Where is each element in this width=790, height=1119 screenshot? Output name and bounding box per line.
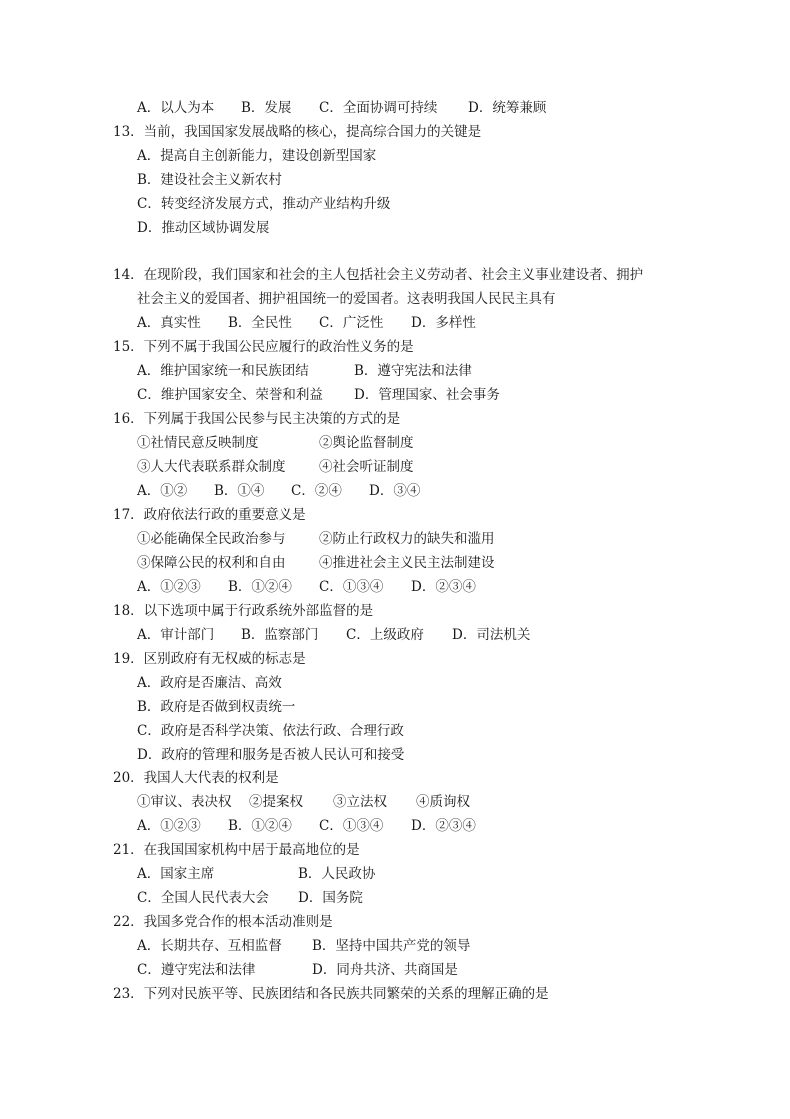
q13-option-a: A．提高自主创新能力，建设创新型国家 [137,148,377,164]
q20-item-2: ②提案权 [249,794,303,810]
q19-option-b: B．政府是否做到权责统一 [137,699,296,715]
q16-option-d: D．③④ [369,483,421,499]
q16-item-1: ①社情民意反映制度 [137,435,259,451]
q21-stem: 21．在我国国家机构中居于最高地位的是 [113,842,360,858]
q14-stem-line1: 14．在现阶段，我们国家和社会的主人包括社会主义劳动者、社会主义事业建设者、拥护 [113,267,644,283]
q22-option-b: B．坚持中国共产党的领导 [312,938,471,954]
q23-stem: 23．下列对民族平等、民族团结和各民族共同繁荣的关系的理解正确的是 [113,986,549,1002]
q15-option-b: B．遵守宪法和法律 [354,363,472,379]
q14-option-d: D．多样性 [411,315,476,331]
q17-option-d: D．②③④ [411,579,476,595]
q20-option-d: D．②③④ [411,818,476,834]
q21-option-d: D．国务院 [298,890,363,906]
q16-option-a: A．①② [137,483,188,499]
q18-option-c: C．上级政府 [346,627,424,643]
q15-option-a: A．维护国家统一和民族团结 [137,363,309,379]
q14-option-a: A．真实性 [137,315,201,331]
q12-option-c: C．全面协调可持续 [319,100,438,116]
q19-option-c: C．政府是否科学决策、依法行政、合理行政 [137,723,404,739]
q16-option-c: C．②④ [291,483,342,499]
q12-option-d: D．统筹兼顾 [468,100,547,116]
q16-stem: 16．下列属于我国公民参与民主决策的方式的是 [113,411,401,427]
q12-option-a: A．以人为本 [137,100,215,116]
q17-option-a: A．①②③ [137,579,201,595]
q17-stem: 17．政府依法行政的重要意义是 [113,507,306,523]
q20-option-c: C．①③④ [319,818,384,834]
q19-option-a: A．政府是否廉洁、高效 [137,675,282,691]
q21-option-c: C．全国人民代表大会 [137,890,269,906]
q20-item-4: ④质询权 [416,794,470,810]
q17-item-1: ①必能确保全民政治参与 [137,531,286,547]
q20-option-a: A．①②③ [137,818,201,834]
q18-option-b: B．监察部门 [241,627,319,643]
q17-item-4: ④推进社会主义民主法制建设 [319,555,495,571]
q18-option-a: A．审计部门 [137,627,215,643]
q12-option-b: B．发展 [241,100,292,116]
q18-option-d: D．司法机关 [452,627,531,643]
q20-item-1: ①审议、表决权 [137,794,232,810]
q18-stem: 18．以下选项中属于行政系统外部监督的是 [113,603,374,619]
q13-option-b: B．建设社会主义新农村 [137,172,282,188]
q13-option-c: C．转变经济发展方式，推动产业结构升级 [137,196,391,212]
q20-item-3: ③立法权 [333,794,387,810]
q19-stem: 19．区别政府有无权威的标志是 [113,651,306,667]
q16-item-4: ④社会听证制度 [319,459,414,475]
q13-option-d: D．推动区域协调发展 [137,220,270,236]
q21-option-a: A．国家主席 [137,866,215,882]
q22-option-d: D．同舟共济、共商国是 [312,962,458,978]
q15-stem: 15．下列不属于我国公民应履行的政治性义务的是 [113,339,414,355]
q16-item-2: ②舆论监督制度 [319,435,414,451]
q13-stem: 13．当前，我国国家发展战略的核心，提高综合国力的关键是 [113,124,482,140]
q17-option-c: C．①③④ [319,579,384,595]
q14-option-c: C．广泛性 [319,315,384,331]
q22-option-a: A．长期共存、互相监督 [137,938,282,954]
q14-stem-line2: 社会主义的爱国者、拥护祖国统一的爱国者。这表明我国人民民主具有 [137,291,556,307]
q21-option-b: B．人民政协 [298,866,376,882]
q20-option-b: B．①②④ [228,818,292,834]
q17-option-b: B．①②④ [228,579,292,595]
q15-option-d: D．管理国家、社会事务 [354,387,500,403]
q15-option-c: C．维护国家安全、荣誉和利益 [137,387,323,403]
q14-option-b: B．全民性 [228,315,292,331]
q22-stem: 22．我国多党合作的根本活动准则是 [113,914,333,930]
q22-option-c: C．遵守宪法和法律 [137,962,256,978]
q19-option-d: D．政府的管理和服务是否被人民认可和接受 [137,747,405,763]
q17-item-2: ②防止行政权力的缺失和滥用 [319,531,495,547]
q16-option-b: B．①④ [214,483,265,499]
q20-stem: 20．我国人大代表的权利是 [113,770,279,786]
q17-item-3: ③保障公民的权利和自由 [137,555,286,571]
q16-item-3: ③人大代表联系群众制度 [137,459,286,475]
